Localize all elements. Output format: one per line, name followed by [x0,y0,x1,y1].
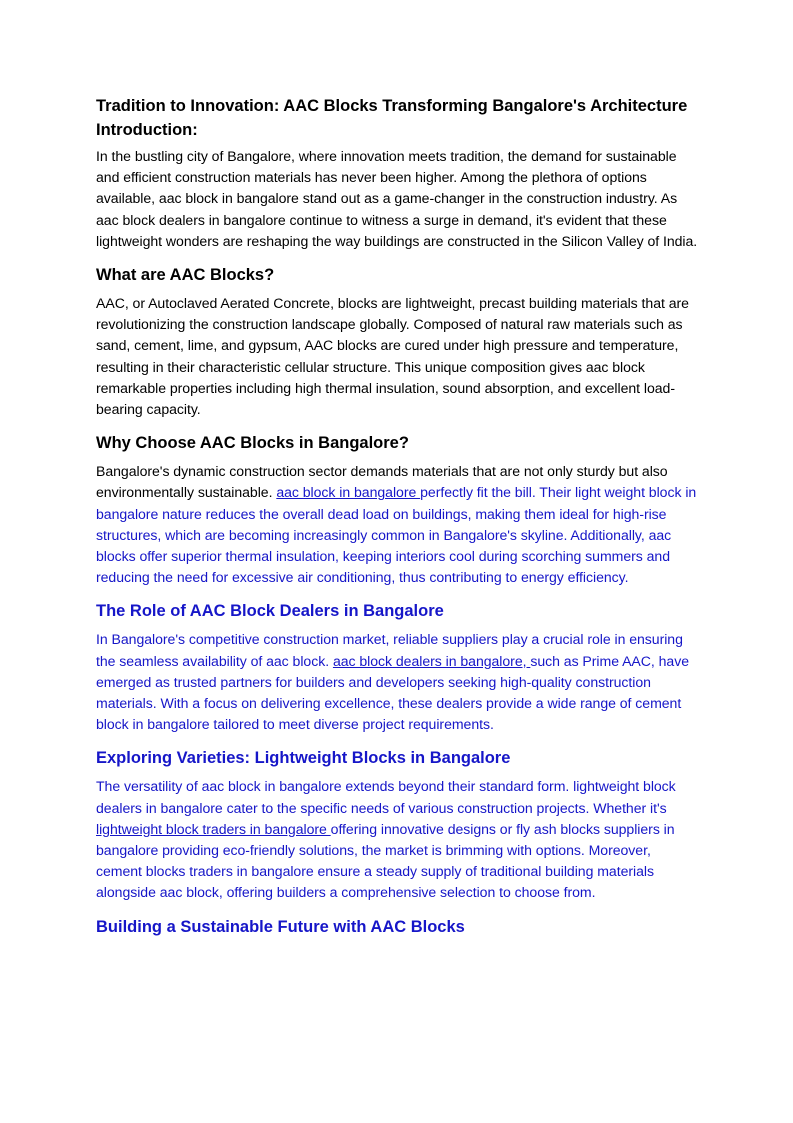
why-text-before: Bangalore's dynamic construction sector demands materials that are not only sturdy but also environmentally sustainable. [96,463,668,501]
section-heading-role: The Role of AAC Block Dealers in Bangalore [96,602,444,621]
why-text-after: perfectly fit the bill. Their light weight block in bangalore nature reduces the overall dead load on buildings, making them ideal for high-rise structures, which are becoming increasingly common in Bangalore's skyline. Additionally, aac blocks offer superior thermal insulation, keeping interiors cool during scorching summers and reducing the need for excessive air conditioning, thus contributing to energy efficiency. [96,484,697,586]
what-paragraph: AAC, or Autoclaved Aerated Concrete, blocks are lightweight, precast building materials that are revolutionizing the construction landscape globally. Composed of natural raw materials such as sand, cement, lime, and gypsum, AAC blocks are cured under high pressure and temperature, resulting in their characteristic cellular structure. This unique composition gives aac block remarkable properties including high thermal insulation, sound absorption, and excellent load-bearing capacity. [96,295,689,418]
title-line-1: Tradition to Innovation: AAC Blocks Transforming Bangalore's Architecture [96,97,688,115]
varieties-text-before: The versatility of aac block in bangalore extends beyond their standard form. lightweight block dealers in bangalore cater to the specific needs of various construction projects. Whether it's [96,778,676,816]
intro-paragraph: In the bustling city of Bangalore, where innovation meets tradition, the demand for sustainable and efficient construction materials has never been higher. Among the plethora of options available, aac block in bangalore stand out as a game-changer in the construction industry. As aac block dealers in bangalore continue to witness a surge in demand, it's evident that these lightweight wonders are reshaping the way buildings are constructed in the Silicon Valley of India. [96,148,698,249]
section-heading-why: Why Choose AAC Blocks in Bangalore? [96,434,409,453]
lightweight-block-traders-link[interactable]: lightweight block traders in bangalore [96,820,331,837]
document-title [96,94,698,142]
section-heading-what: What are AAC Blocks? [96,266,275,285]
title-line-2: Introduction: [96,121,198,139]
aac-block-dealers-link[interactable]: aac block dealers in bangalore, [332,652,531,669]
role-paragraph [96,629,698,735]
role-text-before: In Bangalore's competitive construction market, reliable suppliers play a crucial role in ensuring the seamless availability of aac block. [96,631,683,669]
varieties-text-after: offering innovative designs or fly ash blocks suppliers in bangalore providing eco-friendly solutions, the market is brimming with options. Moreover, cement blocks traders in bangalore ensure a steady supply of traditional building materials alongside aac block, offering builders a comprehensive selection to choose from. [96,820,675,901]
varieties-paragraph [96,776,698,903]
why-paragraph [96,461,698,588]
section-heading-sustainable: Building a Sustainable Future with AAC Blocks [96,917,465,936]
aac-block-bangalore-link[interactable]: aac block in bangalore [276,484,421,501]
section-heading-varieties: Exploring Varieties: Lightweight Blocks in Bangalore [96,749,511,768]
role-text-after: such as Prime AAC, have emerged as trusted partners for builders and developers seeking high-quality construction materials. With a focus on delivering excellence, these dealers provide a wide range of cement block in bangalore tailored to meet diverse project requirements. [96,652,689,733]
document-page [96,94,698,945]
